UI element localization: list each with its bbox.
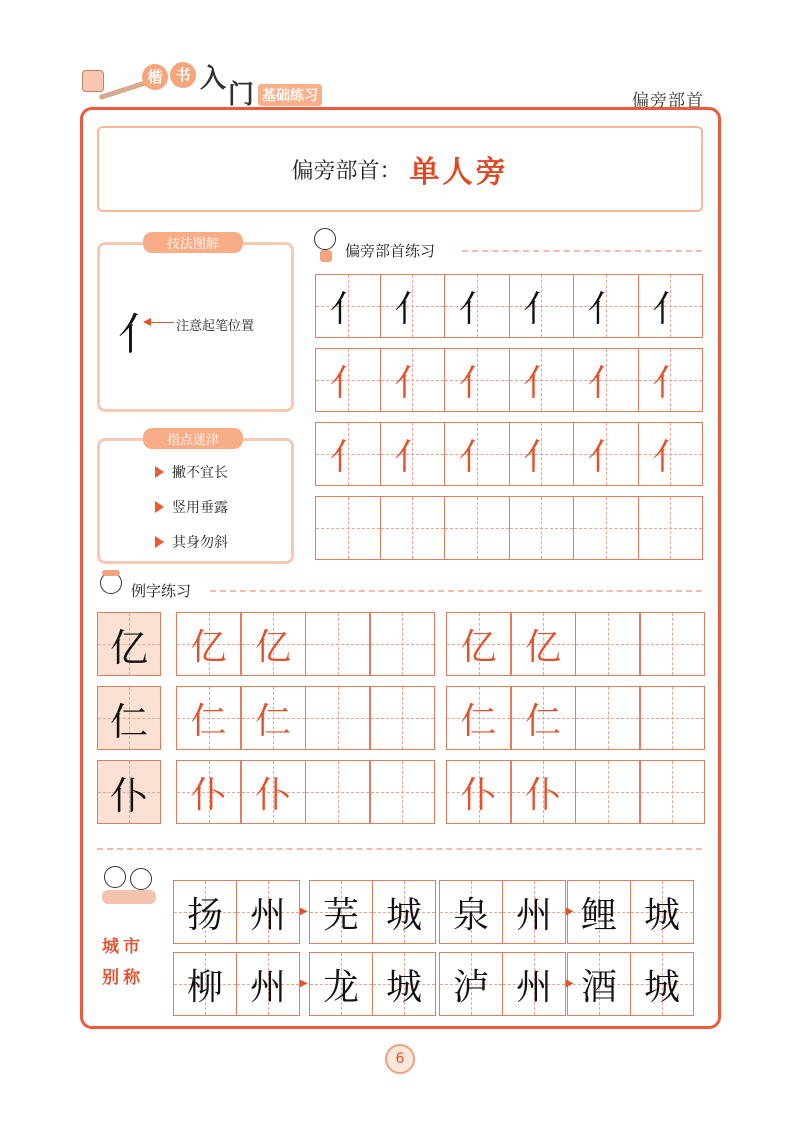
- decorative-divider: [210, 590, 702, 592]
- arrow-right-icon: ▶: [566, 978, 574, 989]
- tip-item: 撇不宜长: [155, 462, 228, 482]
- practice-cell: [573, 274, 639, 338]
- practice-cell: [640, 760, 705, 824]
- cell-char: 亻: [329, 288, 366, 330]
- cell-char: 亻: [652, 362, 689, 404]
- practice-cell: [444, 422, 510, 486]
- city-char: 芜: [322, 894, 359, 936]
- model-cell: [97, 612, 161, 676]
- city-char: 鲤: [580, 894, 617, 936]
- logo-char-2: 书: [170, 62, 196, 88]
- cell-char: 亻: [523, 362, 560, 404]
- city-char: 柳: [186, 966, 223, 1008]
- city-char-cell: [372, 952, 436, 1016]
- practice-cell: [511, 686, 576, 750]
- city-char: 龙: [322, 966, 359, 1008]
- technique-note: 注意起笔位置: [176, 319, 255, 334]
- practice-cell: [380, 274, 446, 338]
- city-char: 州: [515, 894, 552, 936]
- kids-icon: [98, 864, 160, 910]
- cell-char: 仆: [524, 774, 561, 816]
- city-alias-label-1: 城市: [102, 937, 144, 957]
- practice-cell: [370, 760, 435, 824]
- city-char: 城: [643, 894, 680, 936]
- cell-char: 仁: [254, 700, 291, 742]
- model-cell: [97, 686, 161, 750]
- city-char: 城: [385, 894, 422, 936]
- page-number: 6: [385, 1044, 415, 1074]
- practice-cell: [444, 496, 510, 560]
- header-section-title: 偏旁部首: [632, 91, 704, 111]
- decorative-divider: [462, 250, 702, 252]
- practice-cell: [638, 496, 704, 560]
- cell-char: 仁: [524, 700, 561, 742]
- cell-char: 仆: [460, 774, 497, 816]
- practice-cell: [305, 760, 370, 824]
- practice-cell: [509, 496, 575, 560]
- triangle-bullet-icon: [155, 466, 164, 478]
- city-char-cell: [173, 880, 237, 944]
- cell-char: 亻: [587, 288, 624, 330]
- city-char-cell: [502, 952, 566, 1016]
- decorative-divider: [97, 848, 702, 850]
- city-char-cell: [630, 880, 694, 944]
- city-char-cell: [567, 880, 631, 944]
- practice-cell: [176, 686, 241, 750]
- practice-cell: [370, 612, 435, 676]
- logo-big-1: 入: [200, 64, 227, 94]
- practice-cell: [638, 274, 704, 338]
- practice-cell: [315, 422, 381, 486]
- practice-cell: [176, 612, 241, 676]
- example-practice-heading: 例字练习: [131, 582, 192, 600]
- kid-face-icon: [314, 228, 338, 266]
- practice-cell: [241, 760, 306, 824]
- cell-char: 仁: [109, 699, 148, 744]
- title-label: 偏旁部首：: [291, 158, 402, 184]
- cell-char: 亻: [394, 288, 431, 330]
- city-char-cell: [439, 952, 503, 1016]
- city-char-cell: [439, 880, 503, 944]
- city-char-cell: [236, 952, 300, 1016]
- cell-char: 仆: [254, 774, 291, 816]
- tips-list: [155, 462, 228, 552]
- cell-char: 亻: [458, 436, 495, 478]
- cell-char: 亿: [460, 626, 497, 668]
- practice-cell: [446, 760, 511, 824]
- city-char: 城: [385, 966, 422, 1008]
- practice-cell: [509, 348, 575, 412]
- practice-cell: [509, 274, 575, 338]
- logo-tag: 基础练习: [258, 84, 322, 106]
- cell-char: 亻: [458, 362, 495, 404]
- city-char-cell: [567, 952, 631, 1016]
- practice-cell: [573, 496, 639, 560]
- tips-heading: 指点迷津: [143, 428, 243, 449]
- cell-char: 亻: [394, 436, 431, 478]
- technique-heading: 技法图解: [143, 232, 243, 253]
- header-logo: [70, 58, 360, 108]
- model-cell: [97, 760, 161, 824]
- cell-char: 亻: [394, 362, 431, 404]
- arrow-head-icon: [143, 318, 151, 326]
- practice-cell: [315, 274, 381, 338]
- city-char: 州: [249, 966, 286, 1008]
- practice-cell: [315, 348, 381, 412]
- city-char: 州: [249, 894, 286, 936]
- practice-cell: [573, 348, 639, 412]
- city-char: 城: [643, 966, 680, 1008]
- practice-cell: [575, 760, 640, 824]
- practice-cell: [575, 612, 640, 676]
- city-char: 扬: [186, 894, 223, 936]
- logo-char-1: 楷: [142, 64, 168, 90]
- practice-cell: [638, 348, 704, 412]
- cell-char: 亻: [523, 288, 560, 330]
- practice-cell: [575, 686, 640, 750]
- practice-cell: [444, 274, 510, 338]
- arrow-left-icon: [148, 322, 174, 323]
- practice-cell: [176, 760, 241, 824]
- practice-cell: [380, 422, 446, 486]
- cell-char: 仆: [109, 773, 148, 818]
- tip-item: 竖用垂露: [155, 497, 228, 517]
- practice-cell: [380, 348, 446, 412]
- practice-cell: [511, 760, 576, 824]
- practice-cell: [446, 686, 511, 750]
- cell-char: 仆: [190, 774, 227, 816]
- arrow-right-icon: ▶: [300, 906, 308, 917]
- cell-char: 亻: [587, 362, 624, 404]
- city-char-cell: [173, 952, 237, 1016]
- practice-cell: [444, 348, 510, 412]
- practice-cell: [241, 612, 306, 676]
- triangle-bullet-icon: [155, 536, 164, 548]
- cell-char: 亿: [254, 626, 291, 668]
- practice-cell: [446, 612, 511, 676]
- practice-cell: [573, 422, 639, 486]
- tip-item: 其身勿斜: [155, 532, 228, 552]
- city-char-cell: [630, 952, 694, 1016]
- cell-char: 亻: [523, 436, 560, 478]
- technique-glyph: 亻: [118, 309, 162, 360]
- cell-char: 仁: [190, 700, 227, 742]
- practice-cell: [315, 496, 381, 560]
- practice-cell: [511, 612, 576, 676]
- cell-char: 亿: [524, 626, 561, 668]
- practice-cell: [640, 612, 705, 676]
- city-char-cell: [309, 952, 373, 1016]
- city-char: 酒: [580, 966, 617, 1008]
- title-value: 单人旁: [409, 155, 509, 190]
- girl-face-icon: [98, 572, 124, 608]
- cell-char: 亻: [652, 288, 689, 330]
- practice-cell: [370, 686, 435, 750]
- title-box: [97, 126, 703, 212]
- cell-char: 亿: [190, 626, 227, 668]
- city-char-cell: [236, 880, 300, 944]
- cell-char: 亻: [329, 436, 366, 478]
- cell-char: 仁: [460, 700, 497, 742]
- cell-char: 亻: [587, 436, 624, 478]
- logo-big-2: 门: [228, 80, 255, 110]
- arrow-right-icon: ▶: [566, 906, 574, 917]
- cell-char: 亻: [652, 436, 689, 478]
- practice-cell: [380, 496, 446, 560]
- city-alias-label-2: 别称: [102, 968, 144, 988]
- cell-char: 亿: [109, 625, 148, 670]
- cell-char: 亻: [458, 288, 495, 330]
- practice-cell: [305, 612, 370, 676]
- cell-char: 亻: [329, 362, 366, 404]
- brush-ink-icon: [82, 70, 104, 92]
- practice-cell: [640, 686, 705, 750]
- arrow-right-icon: ▶: [300, 978, 308, 989]
- practice-cell: [509, 422, 575, 486]
- radical-practice-heading: 偏旁部首练习: [345, 242, 436, 260]
- city-char: 泸: [452, 966, 489, 1008]
- practice-cell: [241, 686, 306, 750]
- city-char-cell: [309, 880, 373, 944]
- city-char: 州: [515, 966, 552, 1008]
- practice-cell: [305, 686, 370, 750]
- practice-cell: [638, 422, 704, 486]
- city-char-cell: [502, 880, 566, 944]
- triangle-bullet-icon: [155, 501, 164, 513]
- city-char-cell: [372, 880, 436, 944]
- city-char: 泉: [452, 894, 489, 936]
